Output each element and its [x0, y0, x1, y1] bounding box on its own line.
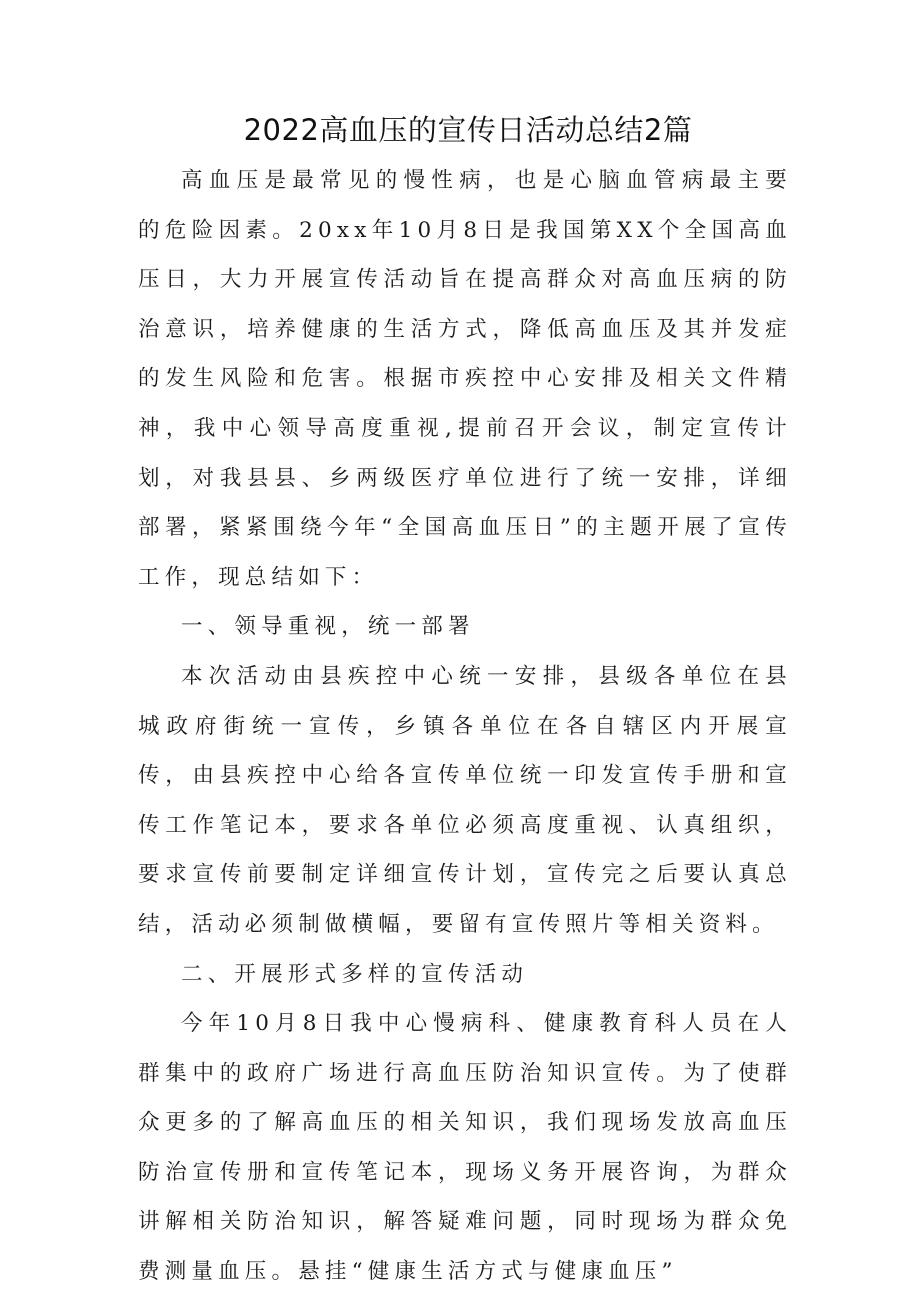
document-title: 2022高血压的宣传日活动总结2篇	[243, 113, 693, 147]
section-2-paragraph: 今年10月8日我中心慢病科、健康教育科人员在人群集中的政府广场进行高血压防治知识宣传。为了使群众更多的了解高血压的相关知识，我们现场发放高血压防治宣传册和宣传笔记本，现场义务开展咨询，为群众讲解相关防治知识，解答疑难问题，同时现场为群众免费测量血压。悬挂“健康生活方式与健康血压”	[138, 1011, 792, 1285]
intro-paragraph: 高血压是最常见的慢性病，也是心脑血管病最主要的危险因素。20xx年10月8日是我国第XX个全国高血压日，大力开展宣传活动旨在提高群众对高血压病的防治意识，培养健康的生活方式，降低高血压及其并发症的发生风险和危害。根据市疾控中心安排及相关文件精神，我中心领导高度重视,提前召开会议，制定宣传计划，对我县县、乡两级医疗单位进行了统一安排，详细部署，紧紧围绕今年“全国高血压日”的主题开展了宣传工作，现总结如下：	[138, 168, 792, 590]
section-heading-1: 一、领导重视，统一部署	[181, 614, 475, 640]
section-heading-2: 二、开展形式多样的宣传活动	[181, 961, 529, 987]
document-body	[138, 156, 792, 1297]
section-1-paragraph: 本次活动由县疾控中心统一安排，县级各单位在县城政府街统一宣传，乡镇各单位在各自辖区内开展宣传，由县疾控中心给各宣传单位统一印发宣传手册和宣传工作笔记本，要求各单位必须高度重视、认真组织，要求宣传前要制定详细宣传计划，宣传完之后要认真总结，活动必须制做横幅，要留有宣传照片等相关资料。	[138, 663, 792, 937]
